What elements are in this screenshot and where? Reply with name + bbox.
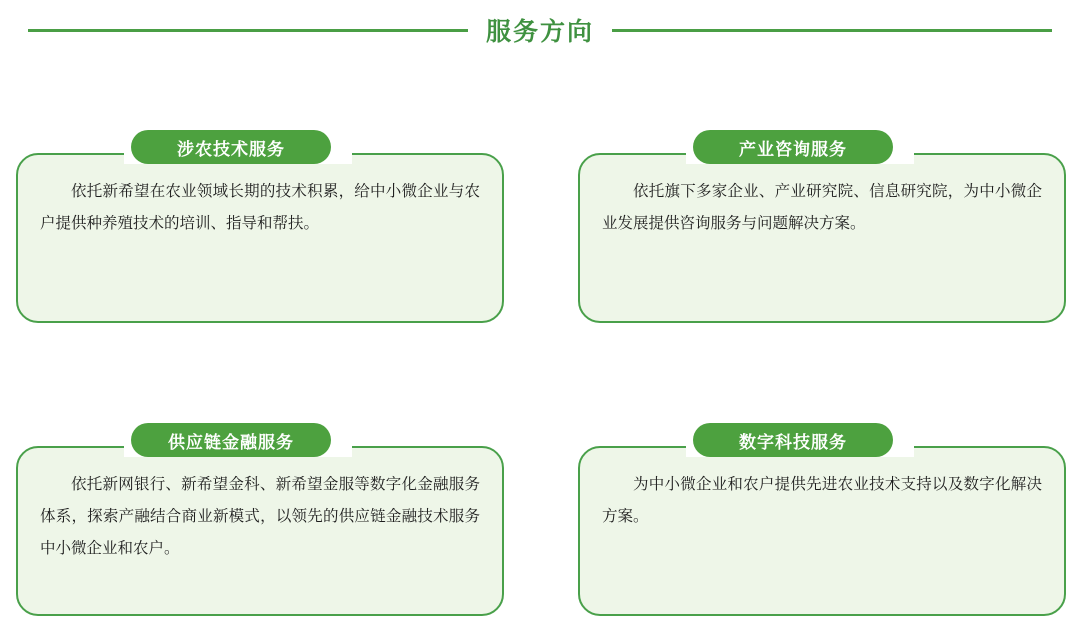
- service-card-title: 涉农技术服务: [131, 130, 331, 164]
- service-card-text: 依托新希望在农业领域长期的技术积累，给中小微企业与农户提供种养殖技术的培训、指导和帮扶。: [40, 183, 480, 232]
- header-rule-right: [612, 29, 1052, 32]
- service-card: [578, 130, 1068, 325]
- service-card: [16, 423, 506, 618]
- service-card-text: 为中小微企业和农户提供先进农业技术支持以及数字化解决方案。: [602, 476, 1042, 525]
- service-card-title: 数字科技服务: [693, 423, 893, 457]
- header-rule-left: [28, 29, 468, 32]
- service-card-title: 产业咨询服务: [693, 130, 893, 164]
- service-card: [578, 423, 1068, 618]
- service-card-text: 依托新网银行、新希望金科、新希望金服等数字化金融服务体系，探索产融结合商业新模式，以领先的供应链金融技术服务中小微企业和农户。: [40, 476, 480, 557]
- service-card-title: 供应链金融服务: [131, 423, 331, 457]
- page-header: [0, 0, 1080, 60]
- service-card-grid: [0, 130, 1080, 623]
- page-title: 服务方向: [485, 18, 594, 46]
- service-card: [16, 130, 506, 325]
- service-card-text: 依托旗下多家企业、产业研究院、信息研究院，为中小微企业发展提供咨询服务与问题解决方案。: [602, 183, 1042, 232]
